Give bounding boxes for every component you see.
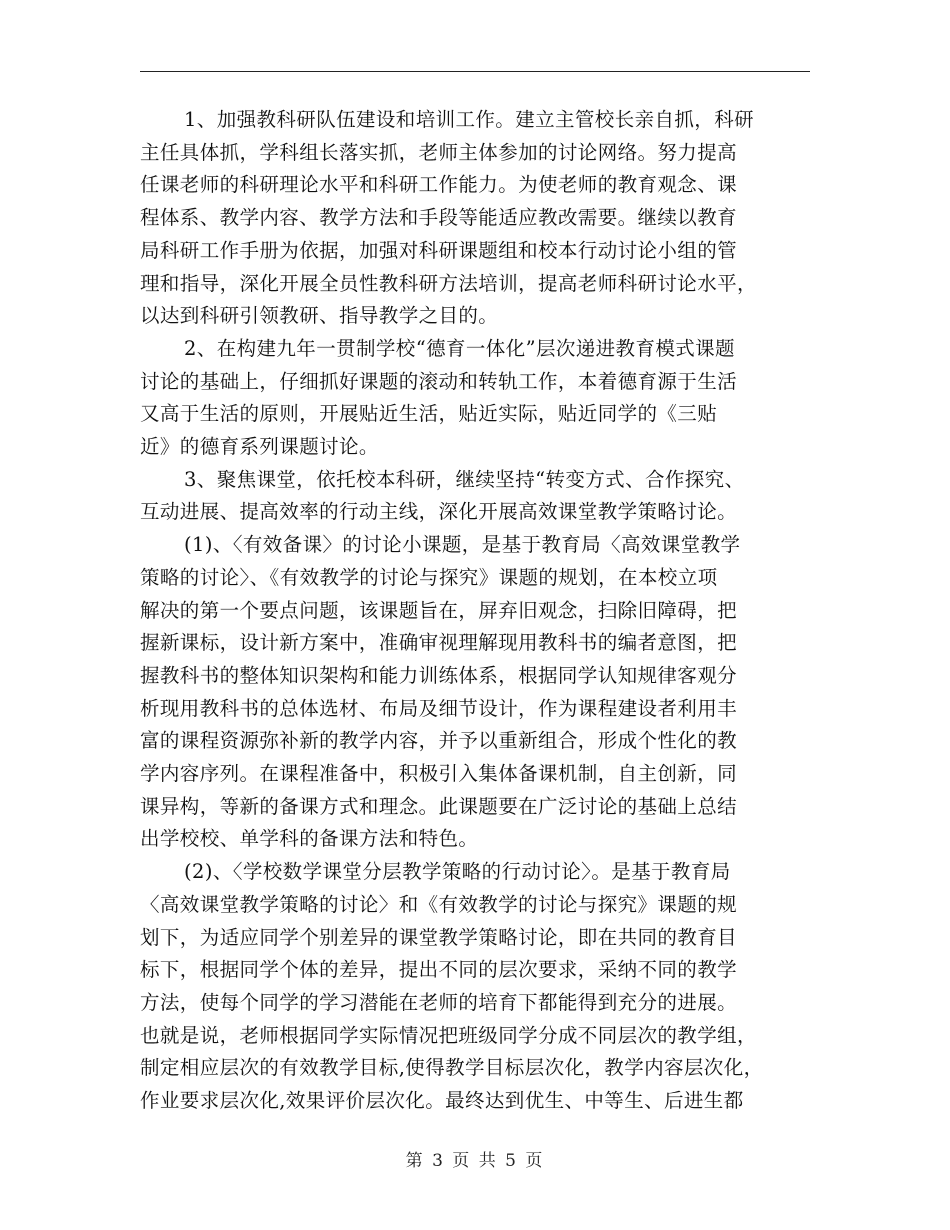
- header-rule: [140, 71, 810, 72]
- text-line: 〈高效课堂教学策略的讨论〉和《有效教学的讨论与探究》课题的规: [140, 892, 738, 916]
- text-line: 握新课标，设计新方案中，准确审视理解现用教科书的编者意图，把: [140, 631, 738, 655]
- text-line: 析现用教科书的总体选材、布局及细节设计，作为课程建设者利用丰: [140, 696, 738, 720]
- text-line: 程体系、教学内容、教学方法和手段等能适应教改需要。继续以教育: [140, 206, 738, 230]
- text-line: 任课老师的科研理论水平和科研工作能力。为使老师的教育观念、课: [140, 173, 738, 197]
- text-line: 作业要求层次化,效果评价层次化。最终达到优生、中等生、后进生都: [140, 1089, 744, 1113]
- text-line: 制定相应层次的有效教学目标,使得教学目标层次化，教学内容层次化，: [140, 1056, 764, 1080]
- text-line: (2)、〈学校数学课堂分层教学策略的行动讨论〉。是基于教育局: [184, 860, 731, 884]
- text-line: 方法，使每个同学的学习潜能在老师的培育下都能得到充分的进展。: [140, 990, 738, 1014]
- text-line: 富的课程资源弥补新的教学内容，并予以重新组合，形成个性化的教: [140, 729, 738, 753]
- document-body: [140, 104, 820, 1118]
- text-line: 局科研工作手册为依据，加强对科研课题组和校本行动讨论小组的管: [140, 238, 738, 262]
- text-line: 解决的第一个要点问题，该课题旨在，屏弃旧观念，扫除旧障碍，把: [140, 598, 738, 622]
- paragraph-4: [140, 529, 820, 856]
- text-line: (1)、〈有效备课〉的讨论小课题，是基于教育局〈高效课堂教学: [184, 533, 741, 557]
- text-line: 以达到科研引领教研、指导教学之目的。: [140, 304, 499, 328]
- paragraph-5: [140, 856, 820, 1118]
- text-line: 3、聚焦课堂，依托校本科研，继续坚持“转变方式、合作探究、: [184, 467, 745, 491]
- text-line: 理和指导，深化开展全员性教科研方法培训，提高老师科研讨论水平，: [140, 271, 757, 295]
- text-line: 出学校校、单学科的备课方法和特色。: [140, 827, 479, 851]
- text-line: 标下，根据同学个体的差异，提出不同的层次要求，采纳不同的教学: [140, 958, 738, 982]
- text-line: 划下，为适应同学个别差异的课堂教学策略讨论，即在共同的教育目: [140, 925, 738, 949]
- text-line: 课异构，等新的备课方式和理念。此课题要在广泛讨论的基础上总结: [140, 794, 738, 818]
- text-line: 讨论的基础上，仔细抓好课题的滚动和转轨工作，本着德育源于生活: [140, 369, 738, 393]
- text-line: 又高于生活的原则，开展贴近生活，贴近实际，贴近同学的《三贴: [140, 402, 718, 426]
- text-line: 1、加强教科研队伍建设和培训工作。建立主管校长亲自抓，科研: [184, 108, 755, 131]
- paragraph-1: [140, 104, 820, 333]
- paragraph-2: [140, 333, 820, 464]
- paragraph-3: [140, 464, 820, 529]
- text-line: 学内容序列。在课程准备中，积极引入集体备课机制，自主创新，同: [140, 762, 738, 786]
- page-footer: 第 3 页 共 5 页: [405, 1151, 545, 1171]
- text-line: 2、在构建九年一贯制学校“德育一体化”层次递进教育模式课题: [184, 336, 735, 360]
- text-line: 近》的德育系列课题讨论。: [140, 435, 379, 459]
- text-line: 也就是说，老师根据同学实际情况把班级同学分成不同层次的教学组，: [140, 1023, 757, 1047]
- text-line: 主任具体抓，学科组长落实抓，老师主体参加的讨论网络。努力提高: [140, 140, 738, 164]
- text-line: 策略的讨论〉、《有效教学的讨论与探究》课题的规划，在本校立项: [140, 565, 718, 589]
- text-line: 互动进展、提高效率的行动主线，深化开展高效课堂教学策略讨论。: [140, 500, 738, 524]
- text-line: 握教科书的整体知识架构和能力训练体系，根据同学认知规律客观分: [140, 663, 738, 687]
